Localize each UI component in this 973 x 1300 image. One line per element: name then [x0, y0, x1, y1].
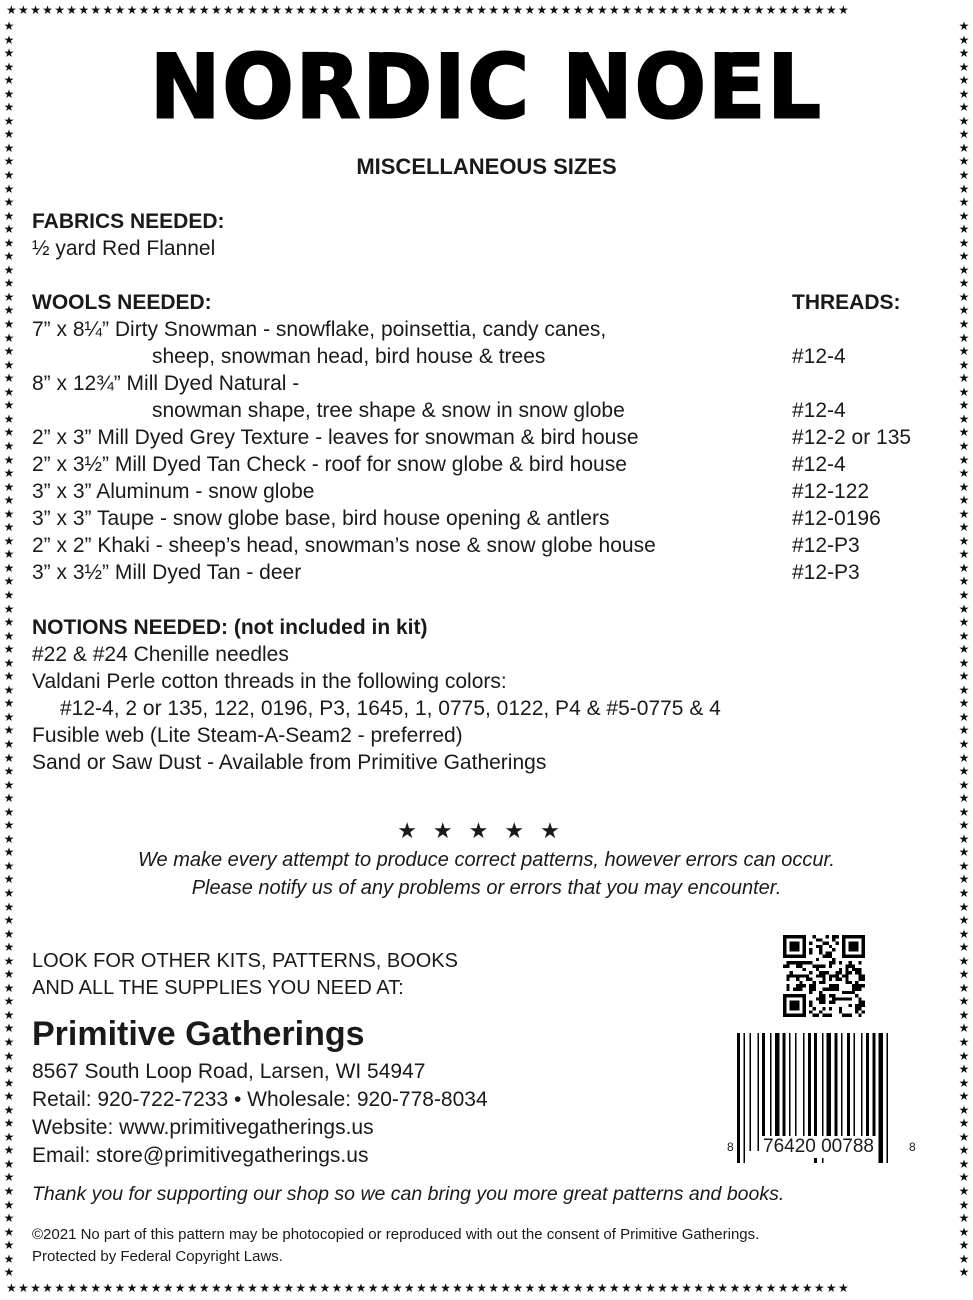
wool-row — [32, 424, 942, 451]
notions-section — [32, 614, 942, 776]
wool-row — [32, 451, 942, 478]
disclaimer-line-2: Please notify us of any problems or errors that you may encounter. — [191, 877, 782, 899]
wool-thread: #12-122 — [792, 480, 870, 503]
subtitle: MISCELLANEOUS SIZES — [356, 154, 617, 179]
qr-code-icon — [783, 935, 865, 1017]
star-border-right: ★ ★ ★ ★ ★ ★ ★ ★ ★ ★ ★ ★ ★ ★ ★ ★ ★ ★ ★ ★ ★ ★ ★ ★ ★ ★ ★ ★ ★ ★ ★ ★ ★ ★ ★ ★ ★ ★ ★ ★ ★ ★ ★ ★ ★ ★ ★ ★ ★ ★ ★ ★ ★ ★ ★ ★ ★ ★ ★ ★ ★ ★ ★ ★ ★ ★ ★ ★ ★ ★ ★ ★ ★ ★ ★ ★ ★ ★ ★ ★ ★ ★ ★ ★ ★ ★ ★ ★ ★ ★ ★ ★ ★ — [958, 20, 970, 1280]
notions-heading: NOTIONS NEEDED: (not included in kit) — [32, 616, 428, 639]
fabric-item: ½ yard Red Flannel — [32, 237, 216, 260]
copyright-notice — [32, 1224, 932, 1268]
wool-description: sheep, snowman head, bird house & trees — [152, 345, 546, 368]
disclaimer — [0, 846, 973, 902]
wool-row — [32, 478, 942, 505]
wools-heading: WOOLS NEEDED: — [32, 291, 212, 314]
fabrics-heading: FABRICS NEEDED: — [32, 210, 225, 233]
pattern-title — [0, 35, 973, 139]
wool-thread: #12-4 — [792, 453, 846, 476]
notions-list — [32, 641, 942, 776]
wool-description: snowman shape, tree shape & snow in snow globe — [152, 399, 625, 422]
shop-website: Website: www.primitivegatherings.us — [32, 1116, 374, 1139]
divider-stars: ★★★★★ — [397, 818, 576, 843]
wool-thread: #12-0196 — [792, 507, 881, 530]
wool-description: 7” x 8¼” Dirty Snowman - snowflake, poinsettia, candy canes, — [32, 318, 607, 341]
look-for-text — [32, 948, 458, 1002]
shop-address: 8567 South Loop Road, Larsen, WI 54947 — [32, 1060, 426, 1083]
pattern-title-text: NORDIC NOEL — [150, 35, 823, 139]
star-border-top: ★★★★★★★★★★★★★★★★★★★★★★★★★★★★★★★★★★★★★★★★★★★★★★★★★★★★★★★★★★★★★★★★★★★★★★ — [6, 4, 851, 17]
wools-section — [32, 289, 942, 586]
wool-row — [32, 343, 942, 370]
notion-item: Sand or Saw Dust - Available from Primitive Gatherings — [32, 751, 547, 774]
wool-list — [32, 316, 942, 586]
wool-description: 3” x 3½” Mill Dyed Tan - deer — [32, 561, 302, 584]
star-border-bottom: ★★★★★★★★★★★★★★★★★★★★★★★★★★★★★★★★★★★★★★★★★★★★★★★★★★★★★★★★★★★★★★★★★★★★★★ — [6, 1282, 851, 1295]
wool-description: 2” x 3½” Mill Dyed Tan Check - roof for snow globe & bird house — [32, 453, 627, 476]
notion-item: Fusible web (Lite Steam-A-Seam2 - preferred) — [32, 724, 463, 747]
wool-description: 2” x 3” Mill Dyed Grey Texture - leaves for snowman & bird house — [32, 426, 639, 449]
look-for-line-1: LOOK FOR OTHER KITS, PATTERNS, BOOKS — [32, 950, 458, 972]
shop-contact — [32, 1058, 488, 1170]
notion-item: Valdani Perle cotton threads in the following colors: — [32, 670, 507, 693]
thank-you-note: Thank you for supporting our shop so we can bring you more great patterns and books. — [32, 1183, 785, 1205]
disclaimer-line-1: We make every attempt to produce correct patterns, however errors can occur. — [138, 849, 835, 871]
barcode-left-digit: 8 — [727, 1140, 734, 1154]
star-border-left: ★ ★ ★ ★ ★ ★ ★ ★ ★ ★ ★ ★ ★ ★ ★ ★ ★ ★ ★ ★ ★ ★ ★ ★ ★ ★ ★ ★ ★ ★ ★ ★ ★ ★ ★ ★ ★ ★ ★ ★ ★ ★ ★ ★ ★ ★ ★ ★ ★ ★ ★ ★ ★ ★ ★ ★ ★ ★ ★ ★ ★ ★ ★ ★ ★ ★ ★ ★ ★ ★ ★ ★ ★ ★ ★ ★ ★ ★ ★ ★ ★ ★ ★ ★ ★ ★ ★ ★ ★ ★ ★ ★ ★ — [3, 20, 15, 1280]
wool-row — [32, 316, 942, 343]
wool-thread: #12-4 — [792, 399, 846, 422]
copyright-line-1: ©2021 No part of this pattern may be photocopied or reproduced with out the consent of Primitive Gatherings. — [32, 1226, 760, 1243]
look-for-line-2: AND ALL THE SUPPLIES YOU NEED AT: — [32, 977, 404, 999]
shop-phones: Retail: 920-722-7233 • Wholesale: 920-778-8034 — [32, 1088, 488, 1111]
threads-heading: THREADS: — [792, 291, 901, 314]
wool-thread: #12-P3 — [792, 561, 860, 584]
barcode-middle-digits: 76420 00788 — [763, 1136, 874, 1157]
wool-row — [32, 559, 942, 586]
notion-item: #12-4, 2 or 135, 122, 0196, P3, 1645, 1, 0775, 0122, P4 & #5-0775 & 4 — [60, 697, 721, 720]
copyright-line-2: Protected by Federal Copyright Laws. — [32, 1248, 283, 1265]
wool-row — [32, 397, 942, 424]
wools-header-row — [32, 289, 942, 316]
wool-thread: #12-4 — [792, 345, 846, 368]
notion-item: #22 & #24 Chenille needles — [32, 643, 289, 666]
wool-description: 3” x 3” Aluminum - snow globe — [32, 480, 315, 503]
wool-thread: #12-2 or 135 — [792, 426, 912, 449]
wool-description: 2” x 2” Khaki - sheep’s head, snowman’s nose & snow globe house — [32, 534, 656, 557]
fabrics-section — [32, 208, 942, 262]
shop-email: Email: store@primitivegatherings.us — [32, 1144, 369, 1167]
wool-description: 3” x 3” Taupe - snow globe base, bird house opening & antlers — [32, 507, 610, 530]
shop-name: Primitive Gatherings — [32, 1015, 365, 1053]
wool-description: 8” x 12¾” Mill Dyed Natural - — [32, 372, 300, 395]
wool-thread: #12-P3 — [792, 534, 860, 557]
wool-row — [32, 505, 942, 532]
wool-row — [32, 532, 942, 559]
wool-row — [32, 370, 942, 397]
barcode-right-digit: 8 — [909, 1140, 916, 1154]
